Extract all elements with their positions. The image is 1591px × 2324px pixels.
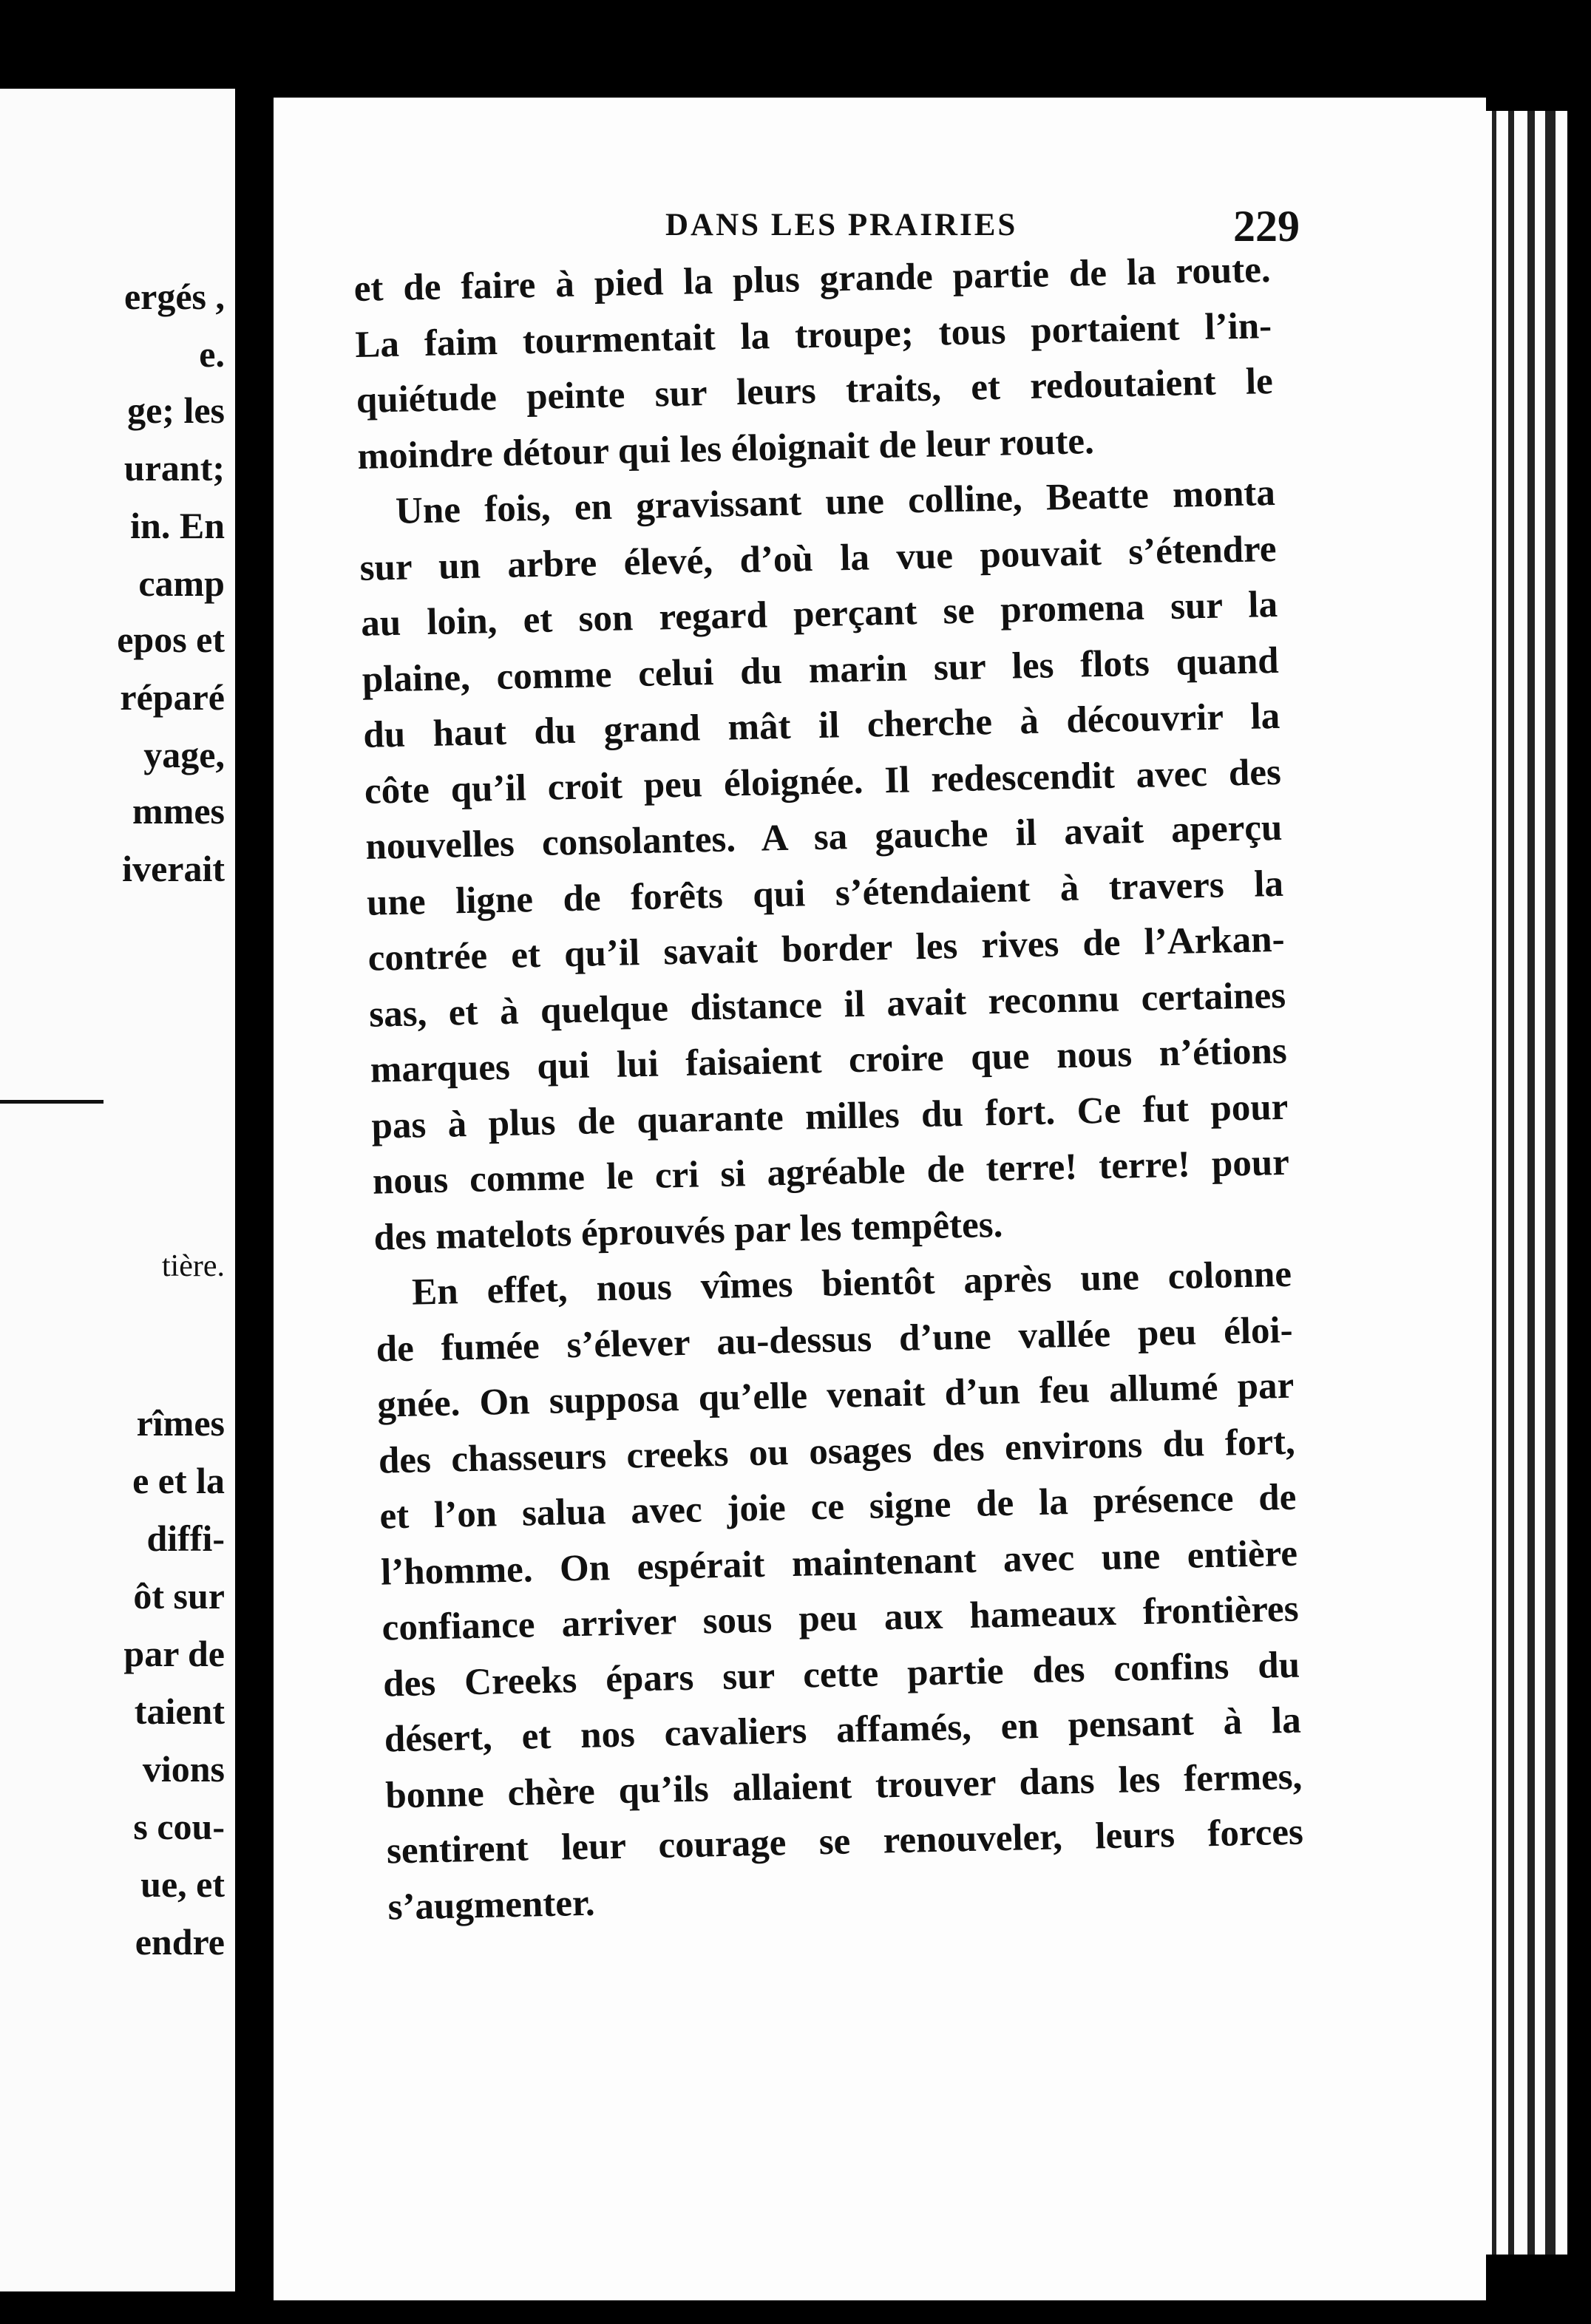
left-page-line: urant; [123,447,225,489]
text-line: sas, et à quelque distance il avait reconnu certaines [368,974,1286,1036]
left-page-fragment [0,89,235,2291]
left-page-line: diffi- [146,1518,225,1559]
text-line: au loin, et son regard perçant se promena sur la [360,583,1278,645]
text-line: nouvelles consolantes. A sa gauche il avait aperçu [365,806,1283,868]
left-page-line: par de [123,1633,225,1674]
text-line: l’homme. On espérait maintenant avec une entière [380,1532,1298,1594]
left-page-line: rîmes [136,1402,225,1444]
text-line: du haut du grand mât il cherche à découvrir la [362,695,1280,756]
text-line: pas à plus de quarante milles du fort. Ce fut pour [370,1086,1289,1147]
left-page-line: ge; les [127,390,225,431]
text-line: de fumée s’élever au-dessus d’une vallée peu éloi- [376,1309,1294,1370]
left-page-line: iverait [122,848,225,889]
page-number: 229 [1233,202,1300,251]
text-line: et de faire à pied la plus grande partie de la route. [353,249,1272,310]
text-line: des Creeks épars sur cette partie des confins du [382,1644,1300,1705]
text-line: et l’on salua avec joie ce signe de la présence de [379,1476,1297,1538]
text-line: La faim tourmentait la troupe; tous portaient l’in- [354,305,1272,366]
running-head: DANS LES PRAIRIES [665,208,1018,242]
left-page-footnote: tière. [161,1249,225,1283]
text-line: quiétude peinte sur leurs traits, et redoutaient le [356,360,1274,421]
text-line: s’augmenter. [387,1882,596,1929]
text-line: sentirent leur courage se renouveler, leurs forces [386,1811,1304,1872]
text-line: bonne chère qu’ils allaient trouver dans les fermes, [384,1756,1303,1817]
text-line: contrée et qu’il savait border les rives de l’Arkan- [367,918,1286,979]
left-page-line: epos et [117,619,225,660]
left-page-line: ôt sur [133,1575,225,1617]
left-page-line: e et la [132,1460,225,1501]
text-line: des chasseurs creeks ou osages des environs du fort, [378,1421,1296,1482]
paragraph-start-line: Une fois, en gravissant une colline, Beatte monta [395,472,1276,532]
text-line: une ligne de forêts qui s’étendaient à travers la [366,863,1284,924]
left-page-line: endre [135,1921,225,1963]
left-page-line: yage, [143,734,225,775]
text-line: des matelots éprouvés par les tempêtes. [373,1203,1003,1259]
left-page-line: in. En [130,505,225,546]
left-page-line: vions [142,1748,225,1790]
text-line: nous comme le cri si agréable de terre! terre! pour [372,1141,1290,1203]
left-page-line: réparé [120,676,225,718]
text-line: désert, et nos cavaliers affamés, en pensant à la [384,1699,1302,1761]
left-page-line: e. [199,333,225,375]
text-line: moindre détour qui les éloignait de leur route. [356,420,1095,478]
text-line: sur un arbre élevé, d’où la vue pouvait s’étendre [359,528,1277,589]
left-page-line: mmes [132,790,225,832]
footnote-rule [0,1100,104,1104]
left-page-line: ue, et [140,1863,225,1905]
left-page-line: s cou- [133,1806,225,1847]
text-line: confiance arriver sous peu aux hameaux frontières [381,1588,1300,1649]
left-page-line: taient [134,1691,225,1732]
left-page-line: camp [138,563,225,604]
book-gutter [235,89,274,2324]
text-line: côte qu’il croit peu éloignée. Il redescendit avec des [364,751,1282,812]
text-line: gnée. On supposa qu’elle venait d’un feu allumé par [376,1365,1295,1426]
page-edges [1486,111,1567,2255]
paragraph-start-line: En effet, nous vîmes bientôt après une colonne [411,1253,1292,1314]
book-page [274,98,1486,2300]
text-line: plaine, comme celui du marin sur les flots quand [362,639,1280,701]
left-page-line: ergés , [123,276,225,317]
body-text [353,242,1305,1935]
text-line: marques qui lui faisaient croire que nous n’étions [370,1030,1288,1091]
